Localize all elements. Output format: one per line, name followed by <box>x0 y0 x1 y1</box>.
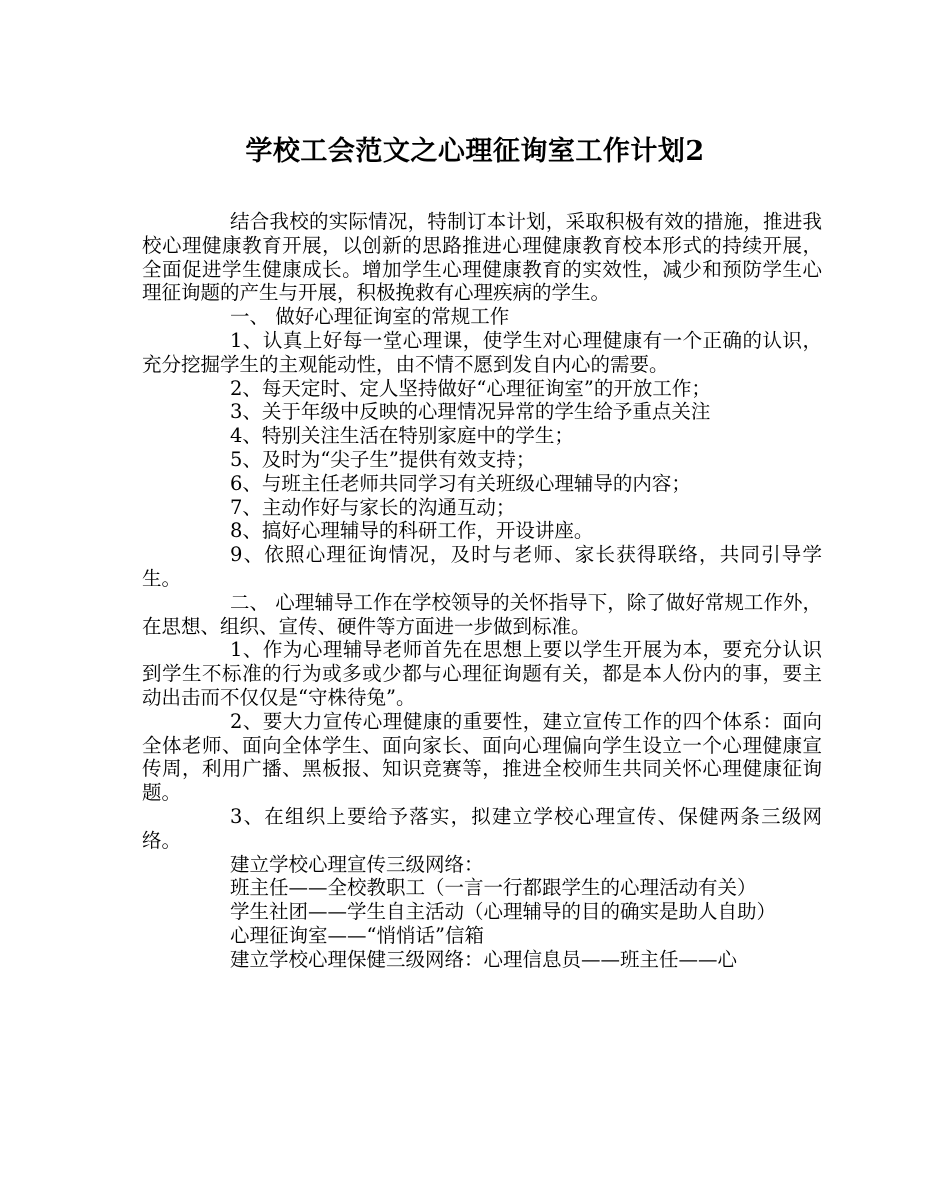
list-item: 1、认真上好每一堂心理课，使学生对心理健康有一个正确的认识，充分挖掘学生的主观能动性，由不情不愿到发自内心的需要。 <box>142 328 822 376</box>
paragraph: 学生社团——学生自主活动（心理辅导的目的确实是助人自助） <box>230 900 777 924</box>
list-item: 1、作为心理辅导老师首先在思想上要以学生开展为本，要充分认识到学生不标准的行为或多或少都与心理征询题有关，都是本人份内的事，要主动出击而不仅仅是“守株待兔”。 <box>142 638 822 709</box>
paragraph: 建立学校心理宣传三级网络： <box>230 852 484 876</box>
list-item: 8、搞好心理辅导的科研工作，开设讲座。 <box>230 519 594 543</box>
paragraph: 班主任——全校教职工（一言一行都跟学生的心理活动有关） <box>230 876 757 900</box>
list-item: 3、关于年级中反映的心理情况异常的学生给予重点关注 <box>230 400 711 424</box>
paragraph-intro: 结合我校的实际情况，特制订本计划，采取积极有效的措施，推进我校心理健康教育开展，以创新的思路推进心理健康教育校本形式的持续开展，全面促进学生健康成长。增加学生心理健康教育的实效性，减少和预防学生心理征询题的产生与开展，积极挽救有心理疾病的学生。 <box>142 210 822 305</box>
list-item: 5、及时为“尖子生”提供有效支持； <box>230 447 536 471</box>
list-item: 9、依照心理征询情况，及时与老师、家长获得联络，共同引导学生。 <box>142 543 822 590</box>
list-item: 7、主动作好与家长的沟通互动； <box>230 495 516 519</box>
paragraph: 建立学校心理保健三级网络：心理信息员——班主任——心 <box>230 947 738 971</box>
list-item: 4、特别关注生活在特别家庭中的学生； <box>230 424 574 448</box>
document-body <box>142 210 822 972</box>
list-item: 2、每天定时、定人坚持做好“心理征询室”的开放工作； <box>230 376 711 400</box>
list-item: 6、与班主任老师共同学习有关班级心理辅导的内容； <box>230 471 691 495</box>
list-item: 2、要大力宣传心理健康的重要性，建立宣传工作的四个体系：面向全体老师、面向全体学生、面向家长、面向心理偏向学生设立一个心理健康宣传周，利用广播、黑板报、知识竞赛等，推进全校师生共同关怀心理健康征询题。 <box>142 709 822 805</box>
document-title: 学校工会范文之心理征询室工作计划2 <box>245 136 705 167</box>
section-heading-2: 二、 心理辅导工作在学校领导的关怀指导下，除了做好常规工作外，在思想、组织、宣传、硬件等方面进一步做到标准。 <box>142 590 822 638</box>
paragraph: 心理征询室——“悄悄话”信箱 <box>230 923 484 947</box>
list-item: 3、在组织上要给予落实，拟建立学校心理宣传、保健两条三级网络。 <box>142 804 822 852</box>
section-heading-1: 一、 做好心理征询室的常规工作 <box>230 305 510 329</box>
